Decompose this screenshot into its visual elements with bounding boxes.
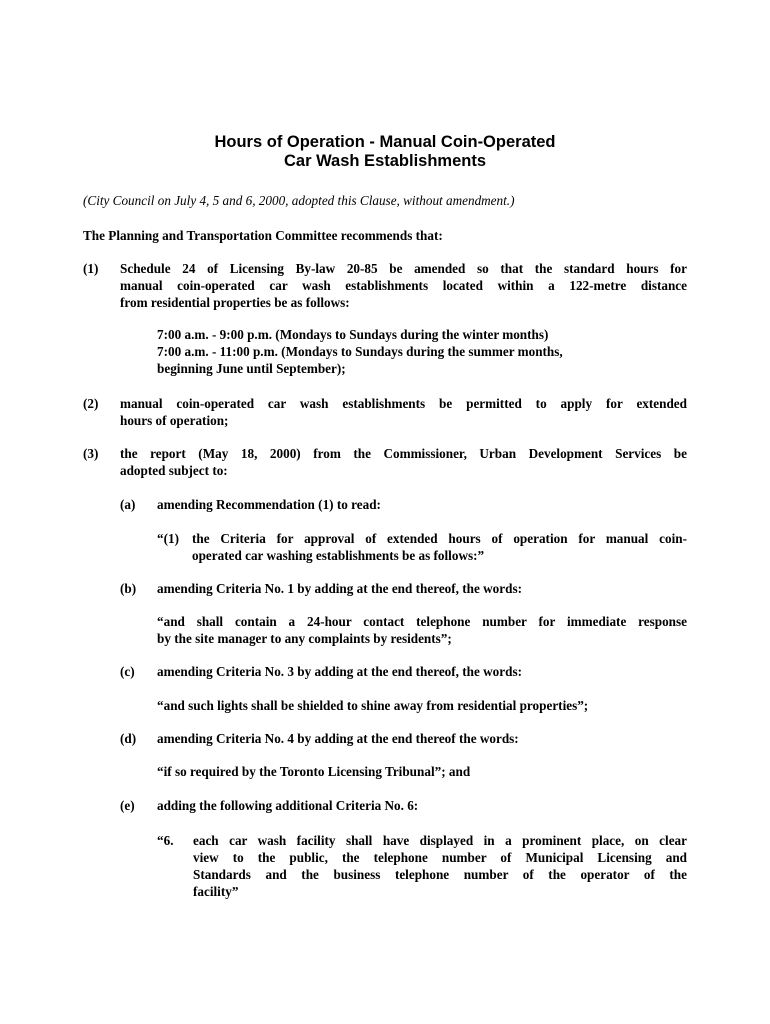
sub-e-quote-line: each car wash facility shall have displayed in a prominent place, on clear — [193, 833, 687, 848]
item-3-line: the report (May 18, 2000) from the Commissioner, Urban Development Services be — [120, 446, 687, 461]
item-2-line: manual coin-operated car wash establishments be permitted to apply for extended — [120, 396, 687, 411]
sub-a-quote-number: “(1) — [157, 531, 179, 546]
sub-e-quote-line: view to the public, the telephone number of Municipal Licensing and — [193, 850, 687, 865]
sub-b-text: amending Criteria No. 1 by adding at the end thereof, the words: — [157, 581, 522, 596]
sub-a-quote — [192, 530, 687, 564]
sub-c-quote: “and such lights shall be shielded to shine away from residential properties”; — [157, 698, 589, 713]
item-1-number: (1) — [83, 261, 99, 276]
item-3-number: (3) — [83, 446, 99, 461]
sub-e-quote — [193, 832, 687, 900]
sub-e-quote-line: Standards and the business telephone number of the operator of the — [193, 867, 687, 882]
item-2-line: hours of operation; — [120, 413, 229, 428]
hours-line: 7:00 a.m. - 9:00 p.m. (Mondays to Sundays during the winter months) — [157, 327, 549, 342]
committee-lead: The Planning and Transportation Committee recommends that: — [83, 228, 443, 243]
sub-a-quote-line: the Criteria for approval of extended hours of operation for manual coin- — [192, 531, 687, 546]
sub-d-text: amending Criteria No. 4 by adding at the end thereof the words: — [157, 731, 519, 746]
hours-line: 7:00 a.m. - 11:00 p.m. (Mondays to Sundays during the summer months, — [157, 344, 563, 359]
item-2-number: (2) — [83, 396, 99, 411]
sub-c-text: amending Criteria No. 3 by adding at the end thereof, the words: — [157, 664, 522, 679]
sub-e-quote-number: “6. — [157, 833, 174, 848]
item-1-text — [120, 260, 687, 311]
sub-b-quote-line: by the site manager to any complaints by residents”; — [157, 631, 452, 646]
sub-c-letter: (c) — [120, 664, 135, 679]
item-1-line: manual coin-operated car wash establishments located within a 122-metre distance — [120, 278, 687, 293]
sub-a-text: amending Recommendation (1) to read: — [157, 497, 381, 512]
item-3-line: adopted subject to: — [120, 463, 228, 478]
title-line-2: Car Wash Establishments — [283, 152, 487, 170]
sub-e-text: adding the following additional Criteria No. 6: — [157, 798, 419, 813]
item-1-hours — [157, 326, 677, 377]
item-3-text — [120, 445, 687, 479]
title-line-1: Hours of Operation - Manual Coin-Operated — [214, 133, 556, 151]
item-2-text — [120, 395, 687, 429]
sub-b-letter: (b) — [120, 581, 137, 596]
sub-d-quote: “if so required by the Toronto Licensing Tribunal”; and — [157, 764, 471, 779]
sub-a-quote-line: operated car washing establishments be as follows:” — [192, 548, 485, 563]
sub-b-quote — [157, 613, 687, 647]
item-1-line: from residential properties be as follows: — [120, 295, 350, 310]
sub-e-quote-line: facility” — [193, 884, 239, 899]
sub-a-letter: (a) — [120, 497, 136, 512]
council-note: (City Council on July 4, 5 and 6, 2000, adopted this Clause, without amendment.) — [83, 193, 515, 208]
item-1-line: Schedule 24 of Licensing By-law 20-85 be amended so that the standard hours for — [120, 261, 687, 276]
sub-d-letter: (d) — [120, 731, 137, 746]
page-title — [0, 133, 770, 171]
sub-e-letter: (e) — [120, 798, 135, 813]
sub-b-quote-line: “and shall contain a 24-hour contact telephone number for immediate response — [157, 614, 687, 629]
hours-line: beginning June until September); — [157, 361, 346, 376]
